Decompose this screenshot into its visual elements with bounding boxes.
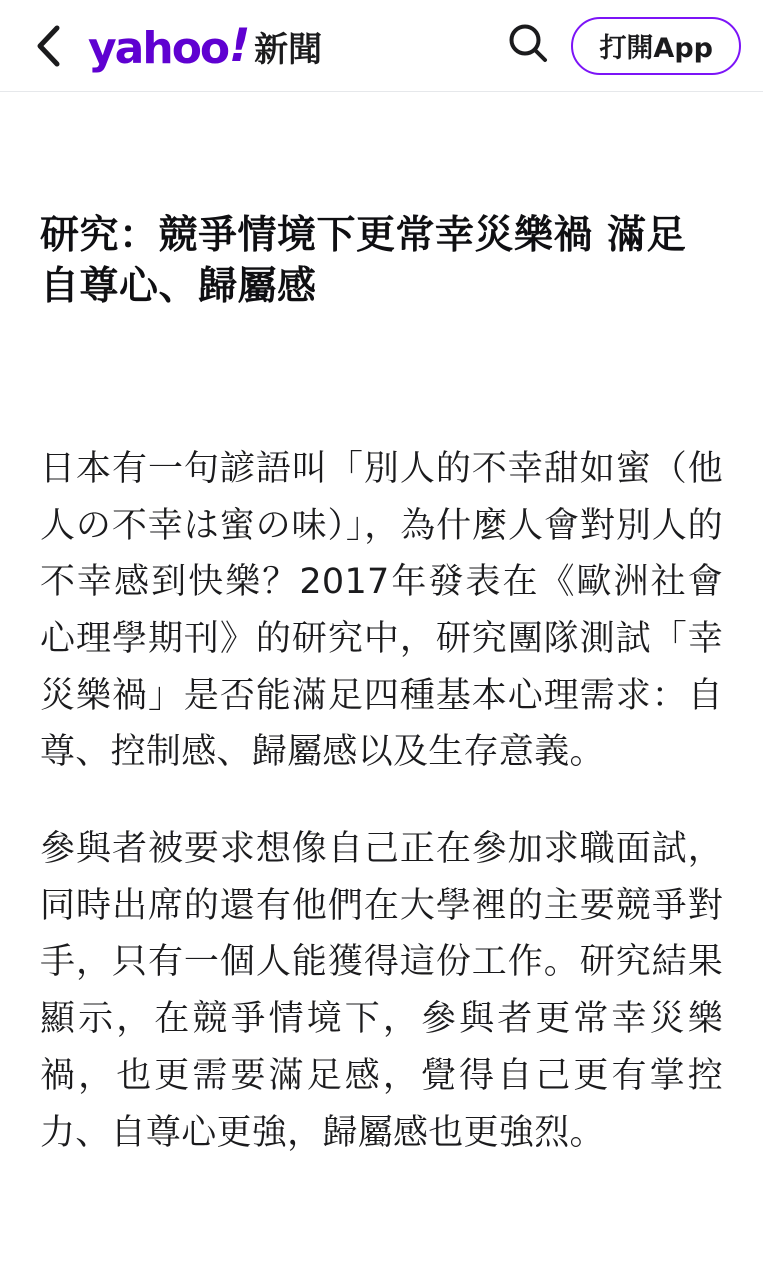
search-button[interactable]	[501, 19, 555, 73]
back-button[interactable]	[22, 20, 74, 72]
open-app-button[interactable]: 打開App	[571, 17, 741, 75]
yahoo-news-logo[interactable]	[88, 18, 323, 74]
article-paragraph: 參與者被要求想像自己正在參加求職面試，同時出席的還有他們在大學裡的主要競爭對手，只有一個人能獲得這份工作。研究結果顯示，在競爭情境下，參與者更常幸災樂禍，也更需要滿足感，覺得自己更有掌控力、自尊心更強，歸屬感也更強烈。	[40, 829, 723, 1153]
brand-suffix-label: 新聞	[254, 30, 323, 70]
app-header	[0, 0, 763, 92]
search-icon	[506, 21, 550, 70]
chevron-left-icon	[31, 24, 65, 68]
page-title: 研究：競爭情境下更常幸災樂禍 滿足自尊心、歸屬感	[40, 213, 687, 310]
brand-wordmark: yahoo	[88, 23, 229, 74]
brand-exclamation-icon: !	[223, 18, 256, 72]
article-body	[40, 313, 723, 1161]
article-content	[0, 92, 763, 1161]
article-paragraph: 日本有一句諺語叫「別人的不幸甜如蜜（他人の不幸は蜜の味）」，為什麼人會對別人的不幸感到快樂？2017年發表在《歐洲社會心理學期刊》的研究中，研究團隊測試「幸災樂禍」是否能滿足四種基本心理需求：自尊、控制感、歸屬感以及生存意義。	[40, 448, 723, 773]
